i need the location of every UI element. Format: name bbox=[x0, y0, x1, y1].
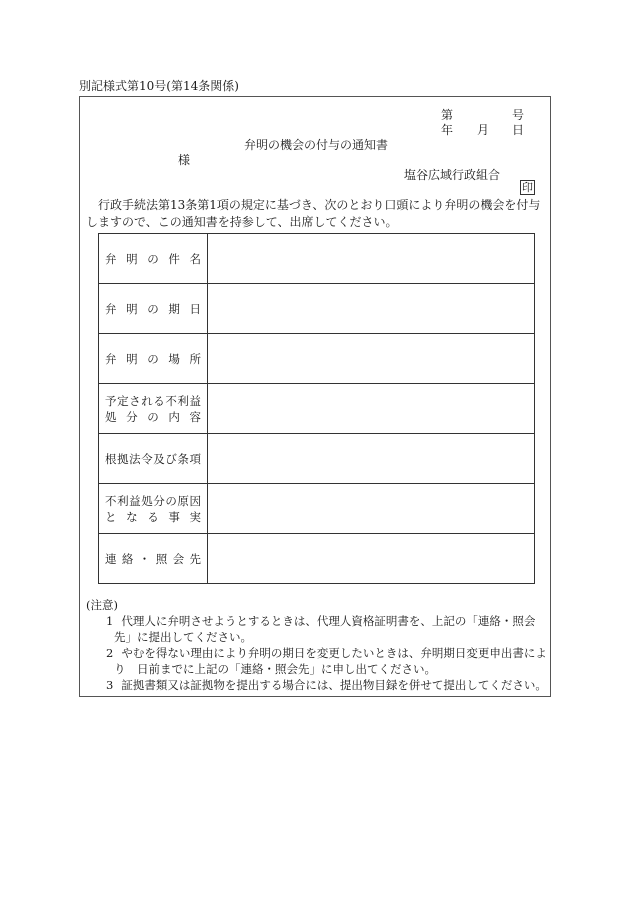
table-row bbox=[99, 234, 535, 284]
row-value[interactable] bbox=[208, 484, 535, 534]
row-label bbox=[99, 434, 208, 484]
number-label-go: 号 bbox=[512, 108, 525, 122]
row-label bbox=[99, 484, 208, 534]
date-year-label: 年 bbox=[441, 123, 454, 137]
row-label bbox=[99, 234, 208, 284]
row-label bbox=[99, 284, 208, 334]
row-label bbox=[99, 384, 208, 434]
hearing-details-table bbox=[98, 233, 535, 584]
row-label-line: 弁明の場所 bbox=[105, 351, 201, 366]
note-number: 3 bbox=[106, 678, 114, 692]
row-label bbox=[99, 534, 208, 584]
note-item bbox=[86, 645, 548, 677]
row-label-line: 弁明の件名 bbox=[105, 251, 201, 266]
note-text: 証拠書類又は証拠物を提出する場合には、提出物目録を併せて提出してください。 bbox=[121, 678, 547, 692]
note-number: 2 bbox=[106, 646, 114, 660]
date-day-label: 日 bbox=[512, 123, 525, 137]
note-text: 代理人に弁明させようとするときは、代理人資格証明書を、上記の「連絡・照会先」に提出してください。 bbox=[114, 614, 536, 644]
table-row bbox=[99, 484, 535, 534]
table-row bbox=[99, 384, 535, 434]
row-label-line: 弁明の期日 bbox=[105, 301, 201, 316]
row-label-line: 連絡・照会先 bbox=[105, 551, 201, 566]
row-label-line: 処分の内容 bbox=[105, 409, 201, 424]
note-item bbox=[86, 677, 548, 693]
note-item bbox=[86, 613, 548, 645]
note-number: 1 bbox=[106, 614, 114, 628]
notes-section bbox=[86, 597, 548, 693]
table-row bbox=[99, 334, 535, 384]
intro-paragraph: 行政手続法第13条第1項の規定に基づき、次のとおり口頭により弁明の機会を付与しますので、この通知書を持参して、出席してください。 bbox=[86, 198, 541, 229]
row-value[interactable] bbox=[208, 384, 535, 434]
table-row bbox=[99, 284, 535, 334]
row-value[interactable] bbox=[208, 334, 535, 384]
document-title: 弁明の機会の付与の通知書 bbox=[244, 138, 389, 152]
note-text: やむを得ない理由により弁明の期日を変更したいときは、弁明期日変更申出書により 日前までに上記の「連絡・照会先」に申し出てください。 bbox=[114, 646, 547, 676]
notes-heading: (注意) bbox=[86, 598, 118, 612]
number-label-dai: 第 bbox=[441, 108, 454, 122]
table-row bbox=[99, 534, 535, 584]
date-month-label: 月 bbox=[477, 123, 490, 137]
table-row bbox=[99, 434, 535, 484]
form-caption: 別記様式第10号(第14条関係) bbox=[79, 79, 239, 93]
row-value[interactable] bbox=[208, 534, 535, 584]
row-label-line: 予定される不利益 bbox=[105, 393, 201, 408]
row-value[interactable] bbox=[208, 234, 535, 284]
row-label-line: となる事実 bbox=[105, 509, 201, 524]
row-value[interactable] bbox=[208, 284, 535, 334]
issuer-name: 塩谷広域行政組合 bbox=[404, 168, 501, 182]
addressee-suffix: 様 bbox=[178, 153, 191, 167]
row-label-line: 根拠法令及び条項 bbox=[105, 451, 201, 466]
row-label bbox=[99, 334, 208, 384]
row-value[interactable] bbox=[208, 434, 535, 484]
row-label-line: 不利益処分の原因 bbox=[105, 493, 201, 508]
seal-mark: 印 bbox=[522, 181, 533, 194]
